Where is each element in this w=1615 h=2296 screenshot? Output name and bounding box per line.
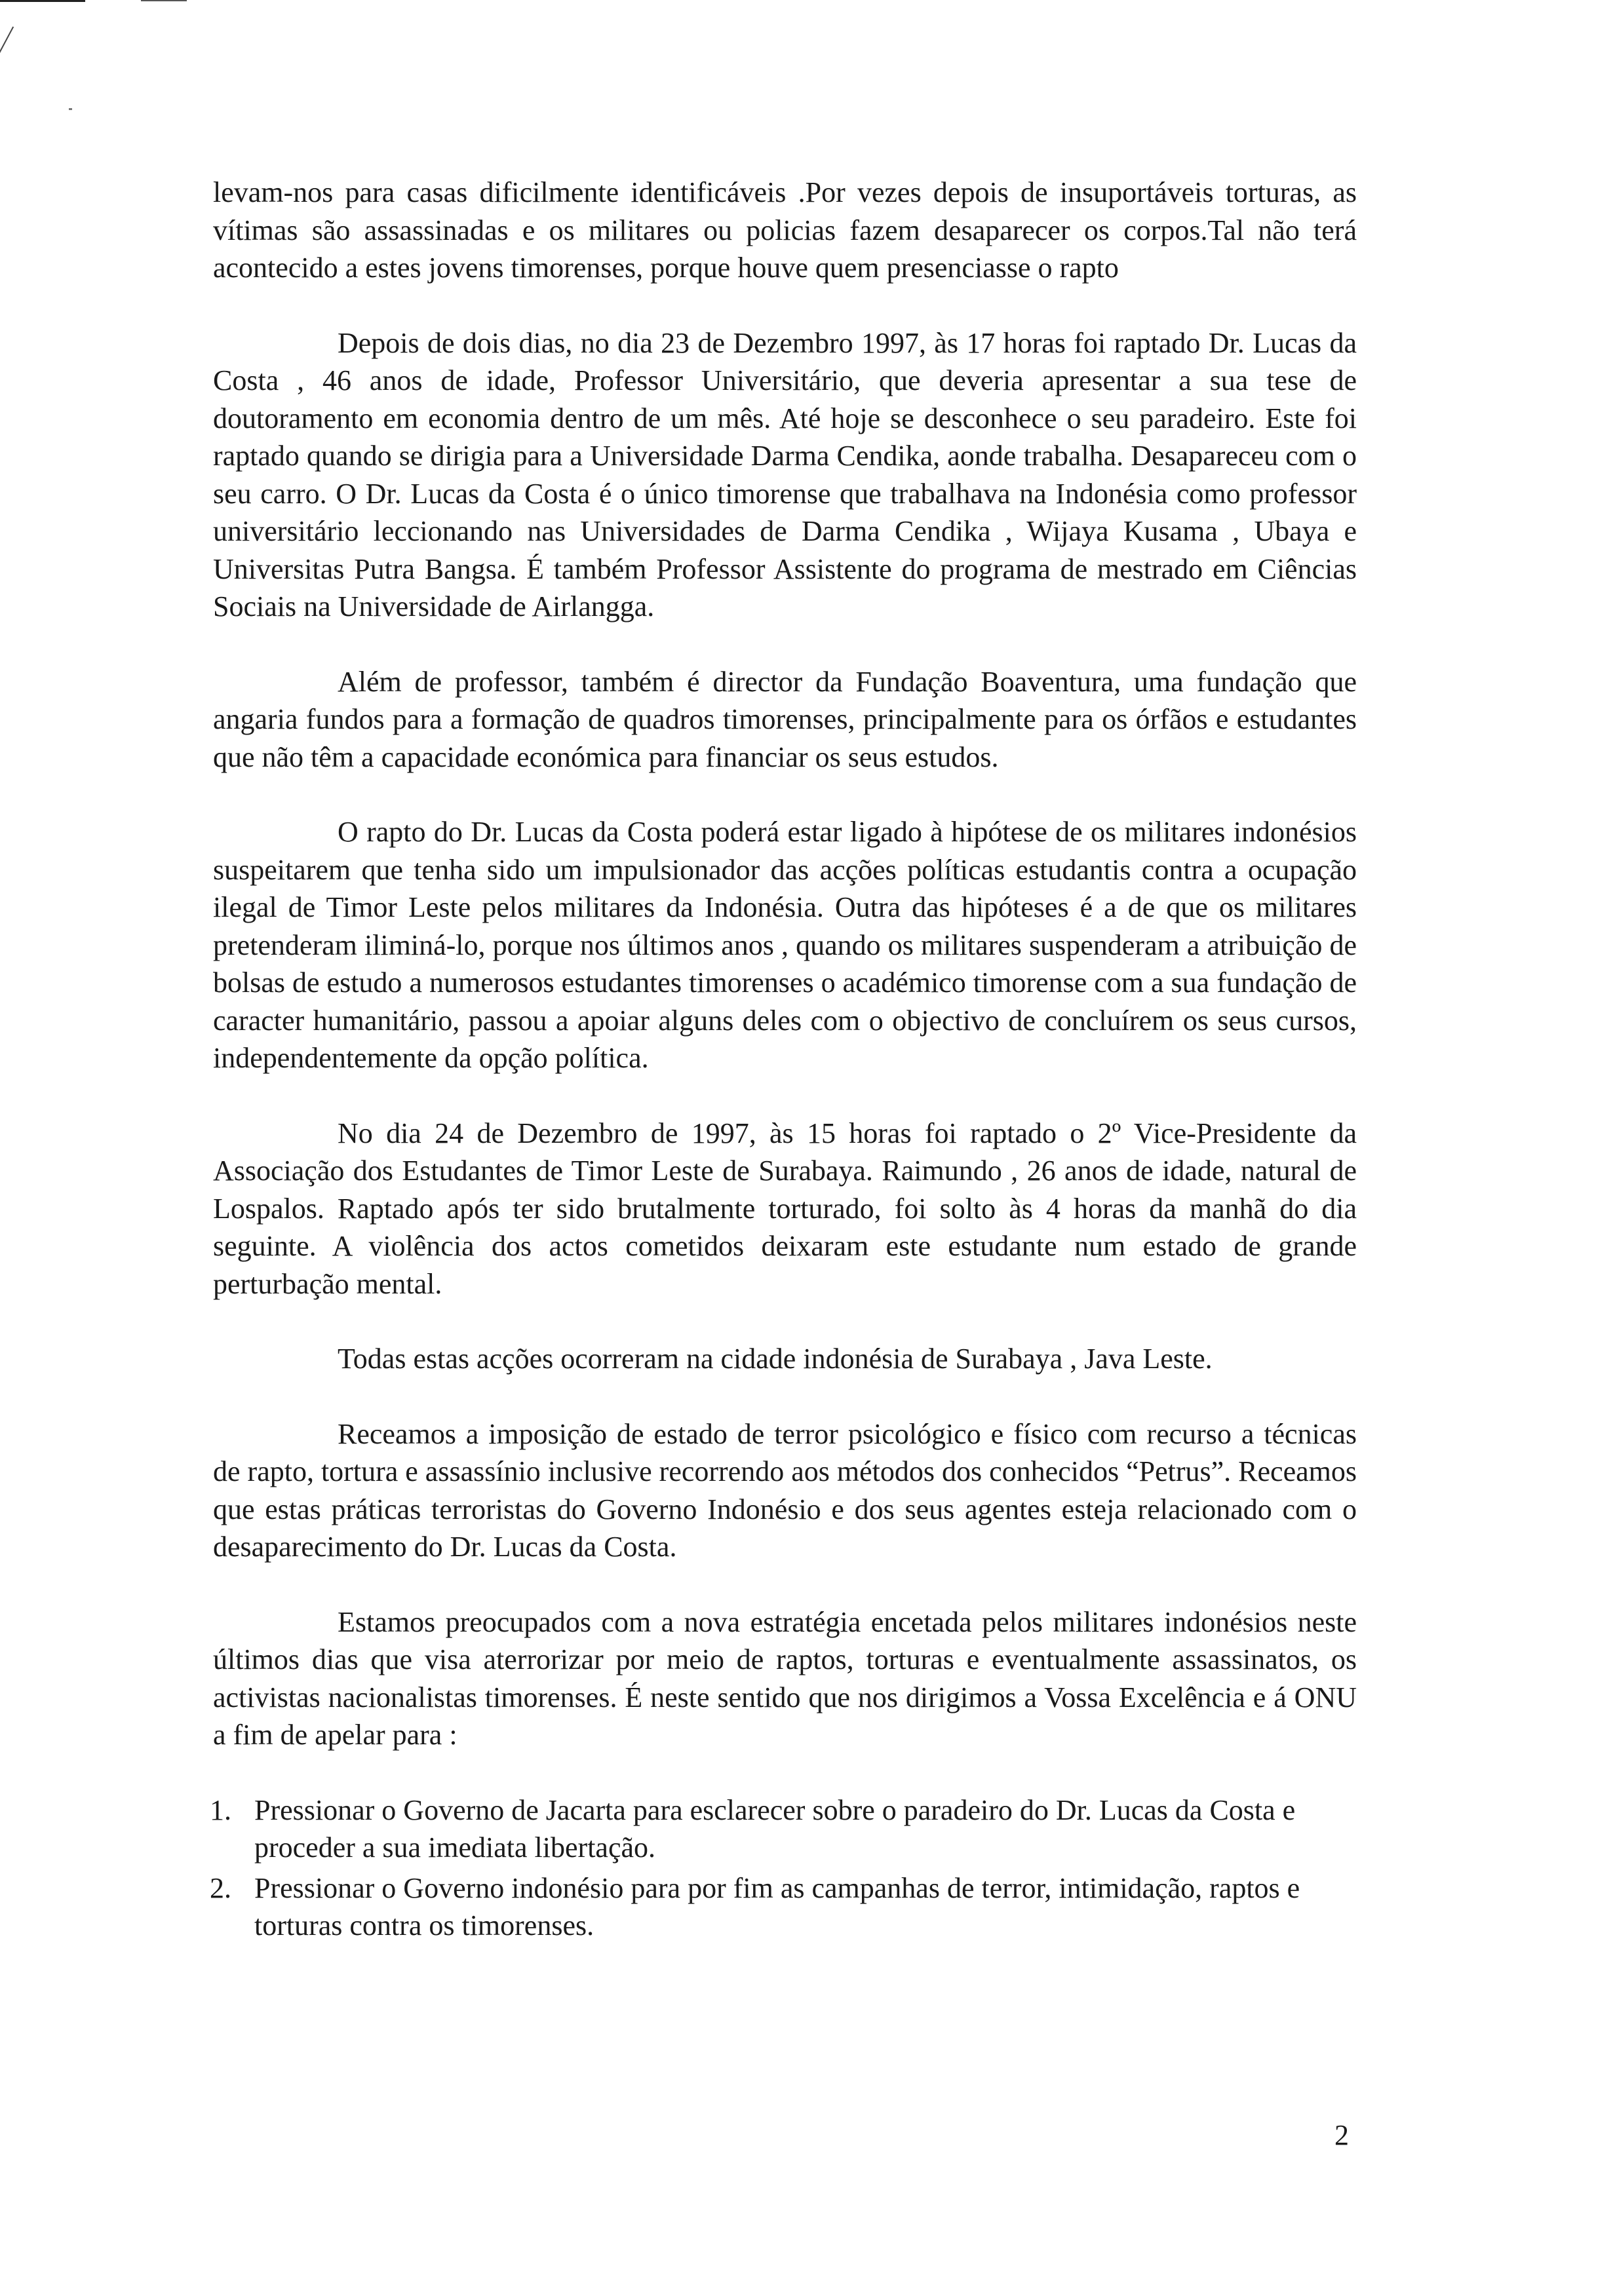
scan-artifact <box>0 26 14 54</box>
list-item-text: Pressionar o Governo indonésio para por fim as campanhas de terror, intimidação, raptos e torturas contra os timorenses. <box>254 1871 1300 1942</box>
document-body <box>210 174 1357 1947</box>
scan-artifact <box>69 108 72 110</box>
list-item-text: Pressionar o Governo de Jacarta para esclarecer sobre o paradeiro do Dr. Lucas da Costa e proceder a sua imediata libertação. <box>254 1793 1296 1864</box>
paragraph-hypotheses: O rapto do Dr. Lucas da Costa poderá estar ligado à hipótese de os militares indonésios suspeitarem que tenha sido um impulsionador das acções políticas estudantis contra a ocupação ilegal de Timor Leste pelos militares da Indonésia. Outra das hipóteses é a de que os militares pretenderam iliminá-lo, porque nos últimos anos , quando os militares suspenderam a atribuição de bolsas de estudo a numerosos estudantes timorenses o académico timorense com a sua fundação de caracter humanitário, passou a apoiar alguns deles com o objectivo de concluírem os seus cursos, independentemente da opção política. <box>213 816 1357 1074</box>
paragraph-abduction-lucas-da-costa: Depois de dois dias, no dia 23 de Dezembro 1997, às 17 horas foi raptado Dr. Lucas da Costa , 46 anos de idade, Professor Universitário, que deveria apresentar a sua tese de doutoramento em economia dentro de um mês. Até hoje se desconhece o seu paradeiro. Este foi raptado quando se dirigia para a Universidade Darma Cendika, aonde trabalha. Desapareceu com o seu carro. O Dr. Lucas da Costa é o único timorense que trabalhava na Indonésia como professor universitário leccionando nas Universidades de Darma Cendika , Wijaya Kusama , Ubaya e Universitas Putra Bangsa. É também Professor Assistente do programa de mestrado em Ciências Sociais na Universidade de Airlangga. <box>213 326 1357 622</box>
list-item-number: 2. <box>210 1871 231 1904</box>
scan-artifact <box>0 0 85 2</box>
paragraph-raimundo: No dia 24 de Dezembro de 1997, às 15 horas foi raptado o 2º Vice-Presidente da Associação dos Estudantes de Timor Leste de Surabaya. Raimundo , 26 anos de idade, natural de Lospalos. Raptado após ter sido brutalmente torturado, foi solto às 4 horas da manhã do dia seguinte. A violência dos actos cometidos deixaram este estudante num estado de grande perturbação mental. <box>213 1117 1357 1300</box>
page-number: 2 <box>1334 2119 1349 2151</box>
paragraph-appeal: Estamos preocupados com a nova estratégia encetada pelos militares indonésios neste últimos dias que visa aterrorizar por meio de raptos, torturas e eventualmente assassinatos, os activistas nacionalistas timorenses. É neste sentido que nos dirigimos a Vossa Excelência e á ONU a fim de apelar para : <box>213 1605 1357 1751</box>
scan-artifact <box>141 0 187 1</box>
paragraph-continuation: levam-nos para casas dificilmente identificáveis .Por vezes depois de insuportáveis torturas, as vítimas são assassinadas e os militares ou policias fazem desaparecer os corpos.Tal não terá acontecido a estes jovens timorenses, porque houve quem presenciasse o rapto <box>213 176 1357 284</box>
list-item-number: 1. <box>210 1793 231 1826</box>
paragraph-fundacao-boaventura: Além de professor, também é director da Fundação Boaventura, uma fundação que angaria fundos para a formação de quadros timorenses, principalmente para os órfãos e estudantes que não têm a capacidade económica para financiar os seus estudos. <box>213 665 1357 773</box>
paragraph-petrus: Receamos a imposição de estado de terror psicológico e físico com recurso a técnicas de rapto, tortura e assassínio inclusive recorrendo aos métodos dos conhecidos “Petrus”. Receamos que estas práticas terroristas do Governo Indonésio e dos seus agentes esteja relacionado com o desaparecimento do Dr. Lucas da Costa. <box>213 1417 1357 1563</box>
appeal-list <box>210 1791 1357 1945</box>
list-item <box>210 1791 1357 1867</box>
paragraph-location: Todas estas acções ocorreram na cidade indonésia de Surabaya , Java Leste. <box>338 1343 1213 1375</box>
list-item <box>210 1869 1357 1945</box>
